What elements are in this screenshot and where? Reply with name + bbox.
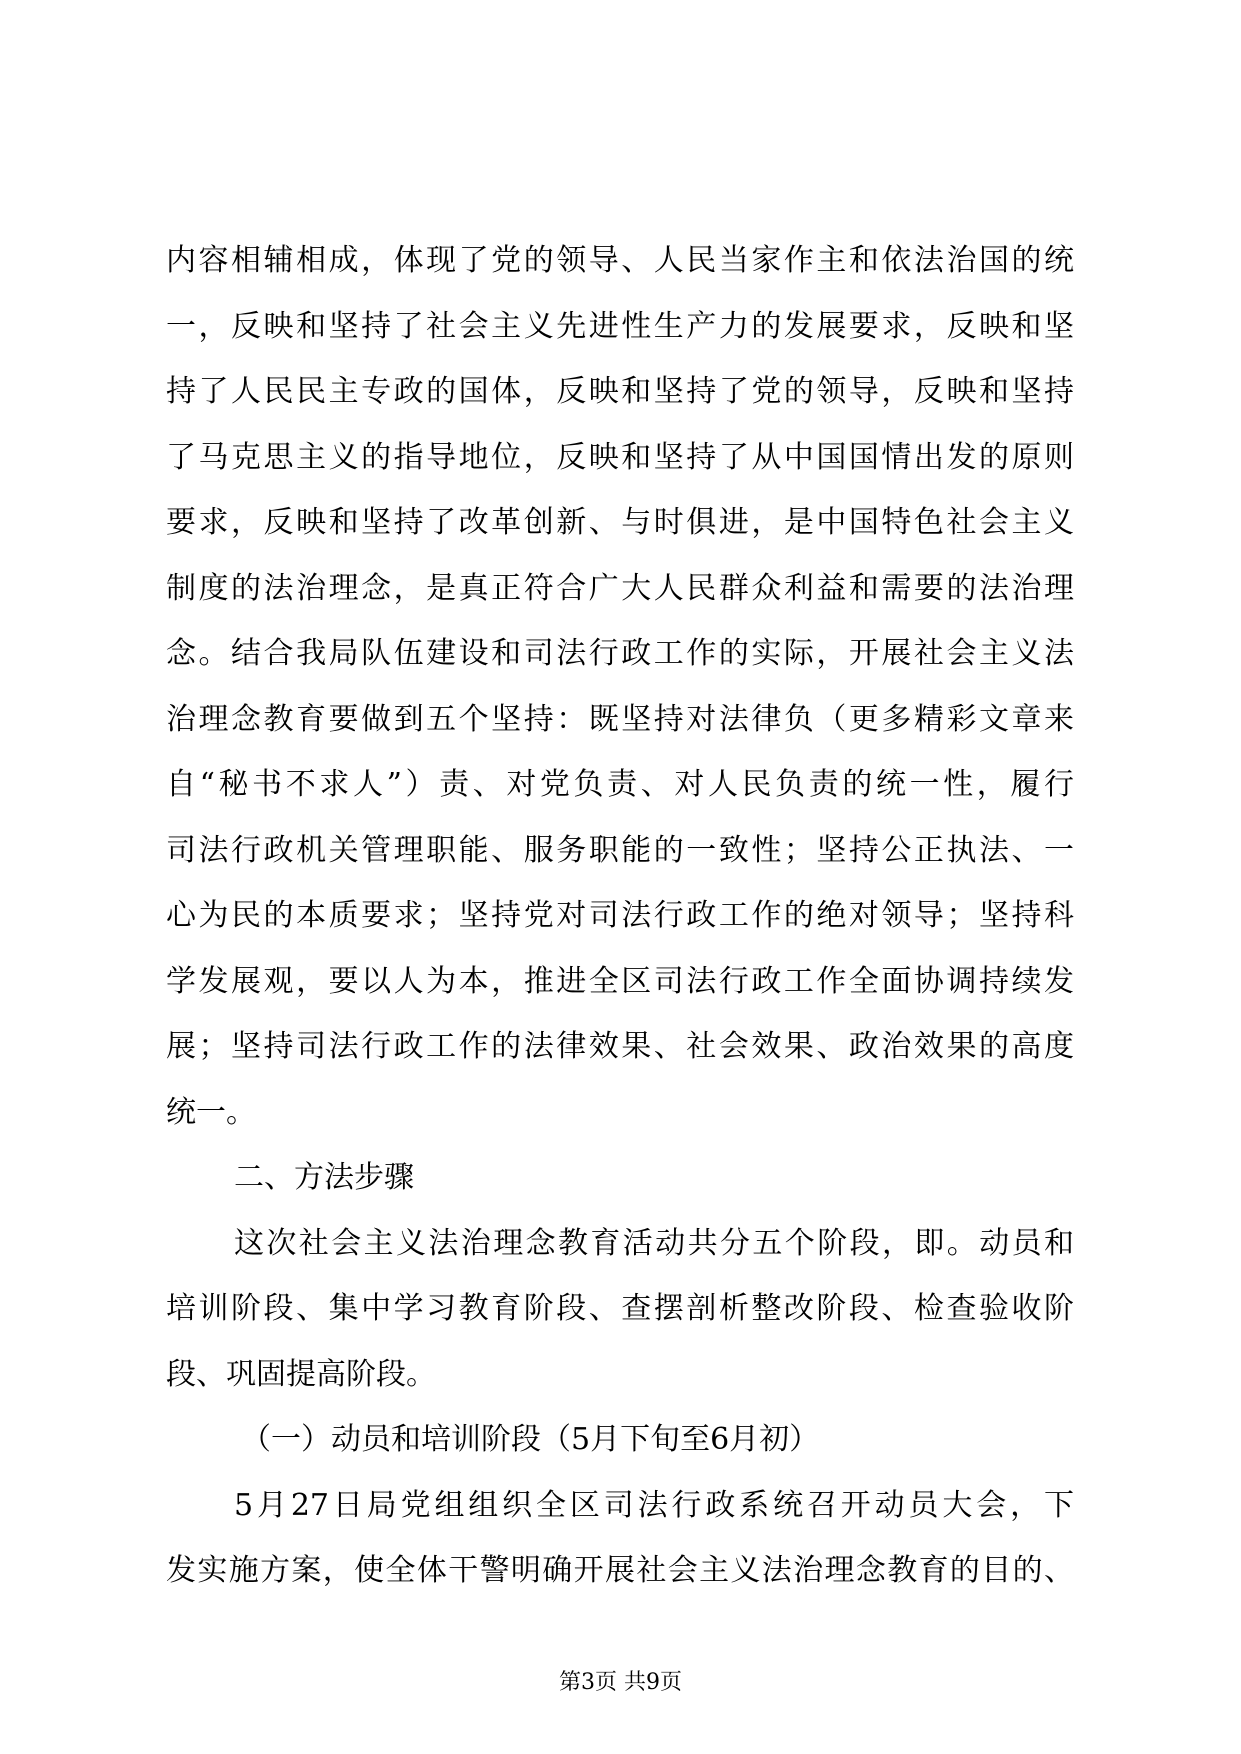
body-line: 自“秘书不求人”）责、对党负责、对人民负责的统一性，履行 (166, 767, 1074, 802)
paragraph-line: 段、巩固提高阶段。 (166, 1356, 436, 1392)
paragraph-line: 培训阶段、集中学习教育阶段、查摆剖析整改阶段、检查验收阶 (166, 1291, 1074, 1326)
page-body (166, 228, 1074, 1604)
body-line: 展；坚持司法行政工作的法律效果、社会效果、政治效果的高度 (166, 1029, 1074, 1064)
body-line: 治理念教育要做到五个坚持：既坚持对法律负（更多精彩文章来 (166, 701, 1074, 737)
paragraph-line: 5月27日局党组组织全区司法行政系统召开动员大会，下 (234, 1487, 1074, 1523)
body-line: 要求，反映和坚持了改革创新、与时俱进，是中国特色社会主义 (166, 505, 1074, 540)
body-line: 统一。 (166, 1094, 256, 1130)
body-line: 心为民的本质要求；坚持党对司法行政工作的绝对领导；坚持科 (166, 898, 1074, 933)
subheading: （一）动员和培训阶段（5月下旬至6月初） (241, 1422, 820, 1457)
body-line: 制度的法治理念，是真正符合广大人民群众利益和需要的法治理 (166, 570, 1074, 606)
body-line: 念。结合我局队伍建设和司法行政工作的实际，开展社会主义法 (166, 636, 1074, 671)
page-number-footer: 第3页 共9页 (559, 1670, 682, 1695)
body-line: 持了人民民主专政的国体，反映和坚持了党的领导，反映和坚持 (166, 374, 1074, 409)
paragraph-line: 这次社会主义法治理念教育活动共分五个阶段，即。动员和 (234, 1225, 1074, 1261)
paragraph-line: 发实施方案，使全体干警明确开展社会主义法治理念教育的目的、 (166, 1553, 1074, 1588)
body-line: 内容相辅相成，体现了党的领导、人民当家作主和依法治国的统 (166, 243, 1074, 278)
body-line: 一，反映和坚持了社会主义先进性生产力的发展要求，反映和坚 (166, 308, 1074, 344)
body-line: 司法行政机关管理职能、服务职能的一致性；坚持公正执法、一 (166, 832, 1074, 868)
body-line: 了马克思主义的指导地位，反映和坚持了从中国国情出发的原则 (166, 439, 1074, 475)
section-heading: 二、方法步骤 (234, 1160, 414, 1195)
body-line: 学发展观，要以人为本，推进全区司法行政工作全面协调持续发 (166, 963, 1074, 999)
